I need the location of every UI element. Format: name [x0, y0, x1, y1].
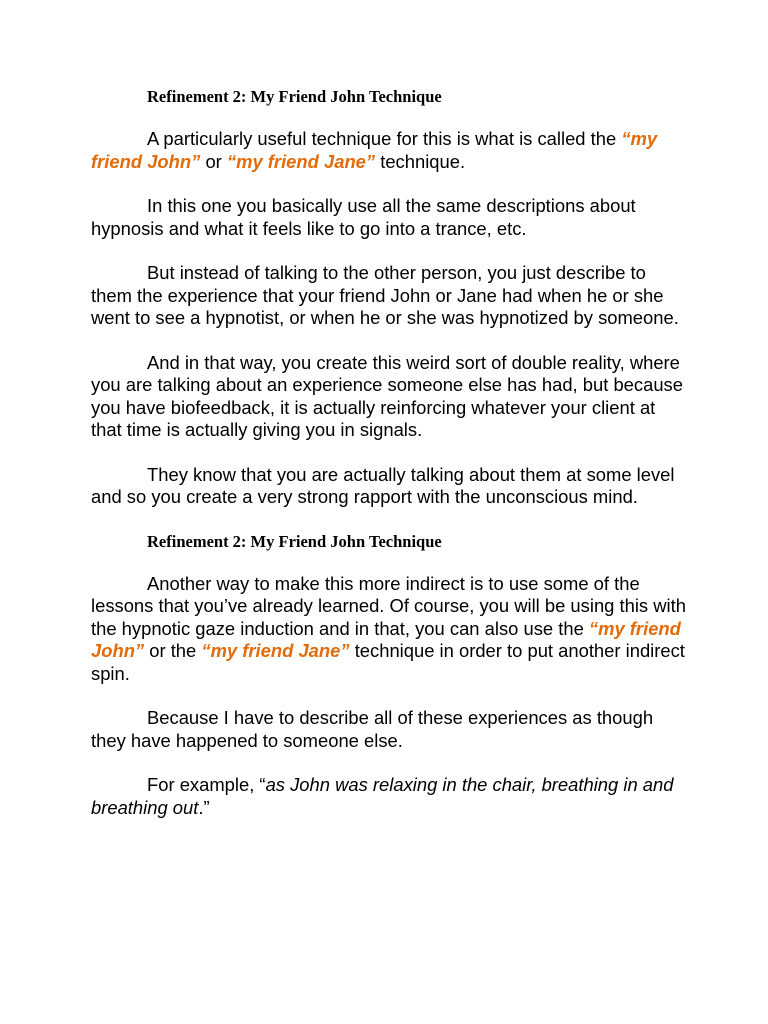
section-heading-1: Refinement 2: My Friend John Technique — [147, 87, 442, 106]
document-page — [91, 86, 691, 819]
example-quote: as John was relaxing in the chair, breathing in and breathing out — [91, 774, 674, 818]
paragraph-1-text-c: technique. — [375, 150, 466, 172]
paragraph-1-text-b: or — [200, 150, 227, 172]
section-heading-2: Refinement 2: My Friend John Technique — [147, 531, 442, 551]
paragraph-1 — [91, 128, 691, 173]
paragraph-6-text-b: or the — [144, 640, 202, 661]
paragraph-4: And in that way, you create this weird sort of double reality, where you are talking about an experience someone else has had, but because you have biofeedback, it is actually reinforcing whatever your client at that time is actually giving you in signals. — [91, 351, 683, 440]
paragraph-8-text-b: .” — [198, 796, 210, 818]
paragraph-6-text-a: Another way to make this more indirect is to use some of the lessons that you’ve already learned. Of course, you will be using this with the hypnotic gaze induction and in that, you can also use the — [91, 572, 686, 639]
paragraph-6 — [91, 573, 691, 686]
highlight-my-friend-jane: “my friend Jane” — [226, 150, 376, 172]
paragraph-8 — [91, 774, 691, 819]
highlight-my-friend-john: “my friend John” — [91, 617, 681, 661]
paragraph-2: In this one you basically use all the same descriptions about hypnosis and what it feels like to go into a trance, etc. — [91, 195, 636, 239]
paragraph-3: But instead of talking to the other person, you just describe to them the experience that your friend John or Jane had when he or she went to see a hypnotist, or when he or she was hypnotized by someone. — [91, 262, 679, 328]
paragraph-5: They know that you are actually talking about them at some level and so you create a very strong rapport with the unconscious mind. — [91, 463, 675, 507]
paragraph-1-text-a: A particularly useful technique for this is what is called the — [147, 128, 622, 149]
paragraph-8-text-a: For example, “ — [147, 774, 266, 795]
highlight-my-friend-jane: “my friend Jane” — [201, 640, 350, 661]
highlight-my-friend-john: “my friend John” — [91, 128, 658, 172]
paragraph-7: Because I have to describe all of these experiences as though they have happened to someone else. — [91, 707, 654, 751]
paragraph-6-text-c: technique in order to put another indirect spin. — [91, 640, 685, 684]
